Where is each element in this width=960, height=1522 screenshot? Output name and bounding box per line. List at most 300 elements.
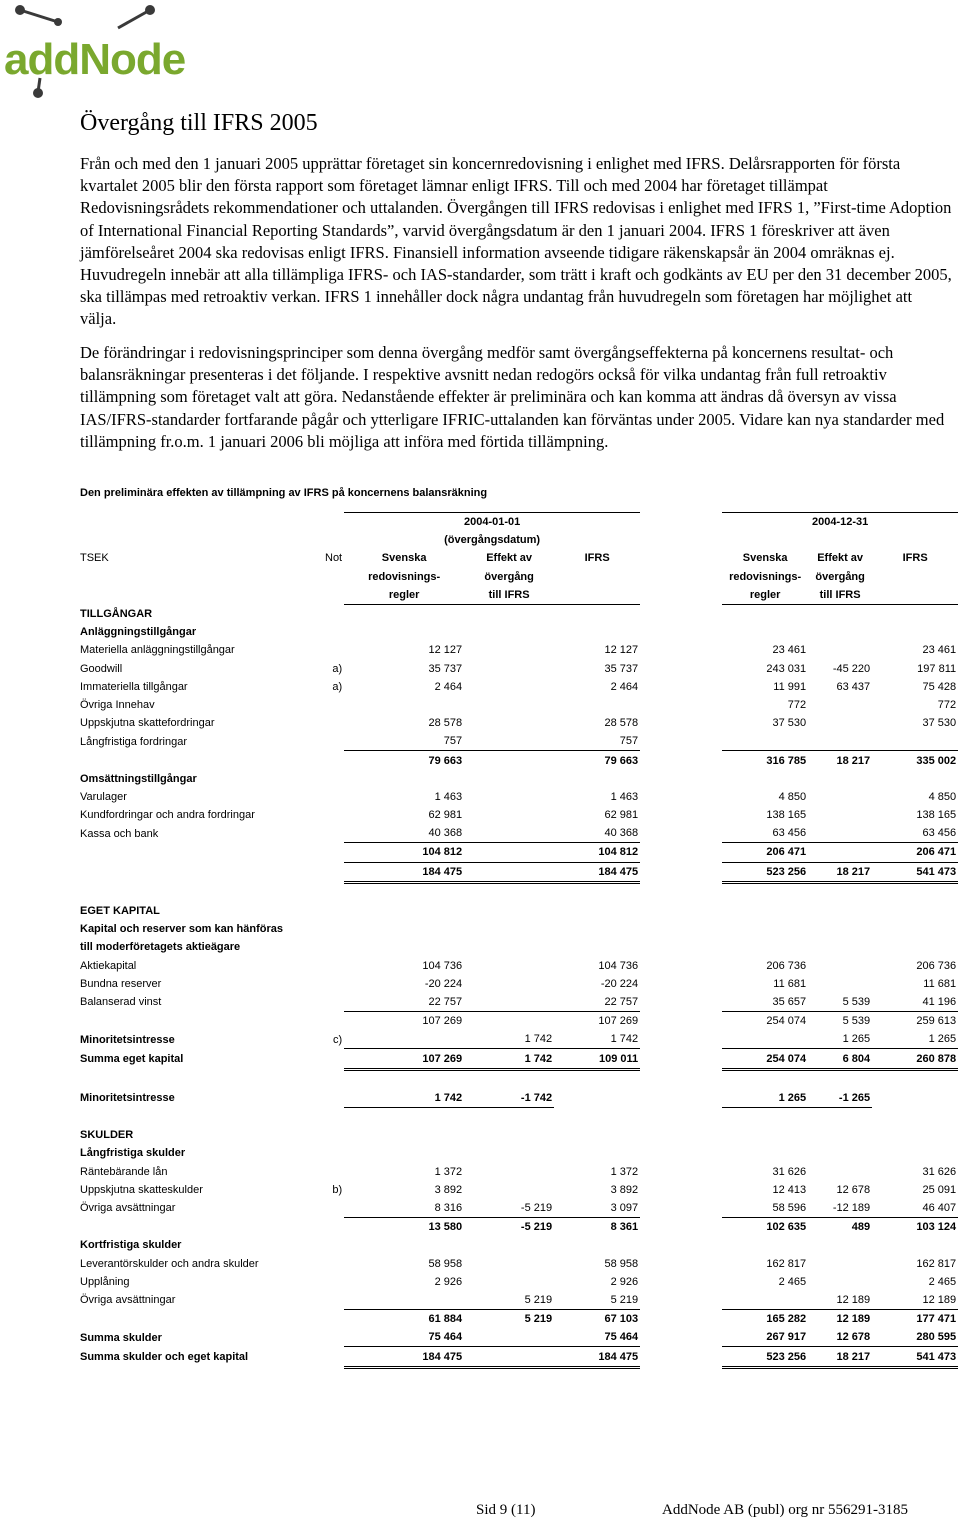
- table-cell: [78, 586, 323, 605]
- table-row: [78, 732, 958, 751]
- table-row: [78, 1255, 958, 1273]
- value-cell: 62 981: [428, 809, 463, 822]
- table-cell: [640, 1089, 722, 1108]
- table-cell: [808, 902, 872, 920]
- changes-paragraph: De förändringar i redovisningsprinciper som denna övergång medför samt övergångseffekterna på koncernens resultat- och balansräkningar presenteras i det följande. I respektive avsnitt nedan redogörs också för vilka undantag från full retroaktiv tillämpning som företaget valt att göra. Nedanstående effekter är preliminära och kan komma att ändras då översyn av vissa IAS/IFRS-standarder fortfarande pågår och ytterligare IFRIC-uttalanden kan förväntas under 2005. Vidare kan nya standarder med tillämpning fr.o.m. 1 januari 2006 bli möjliga att införa med förtida tillämpning.: [80, 343, 945, 451]
- row-label: Varulager: [80, 790, 127, 803]
- table-cell: [640, 882, 722, 902]
- row-note: b): [332, 1183, 343, 1196]
- value-cell: 2 465: [778, 1275, 807, 1288]
- value-cell: 1 463: [434, 790, 463, 803]
- value-cell: 162 817: [766, 1257, 807, 1270]
- row-label: Övriga avsättningar: [80, 1294, 176, 1307]
- value-cell: 11 681: [923, 977, 957, 990]
- table-cell: [808, 1126, 872, 1144]
- table-row: [78, 1236, 958, 1254]
- table-cell: [640, 957, 722, 975]
- table-cell: [554, 770, 640, 788]
- table-cell: [323, 902, 344, 920]
- table-cell: [808, 1144, 872, 1162]
- table-row: [78, 568, 958, 586]
- table-cell: [722, 1108, 808, 1127]
- table-cell: [640, 1049, 722, 1069]
- table-row: [78, 531, 958, 549]
- table-cell: [554, 920, 640, 938]
- table-row: [78, 714, 958, 732]
- value-cell: [464, 788, 554, 806]
- value-cell: [464, 751, 554, 770]
- table-cell: [323, 770, 344, 788]
- table-cell: [640, 1236, 722, 1254]
- value-cell: 22 757: [554, 993, 640, 1012]
- table-cell: [554, 568, 640, 586]
- value-cell: 184 475: [344, 862, 464, 882]
- table-cell: [872, 770, 958, 788]
- value-cell: 2 464: [610, 680, 639, 693]
- row-label: Summa skulder och eget kapital: [80, 1351, 249, 1364]
- value-cell: 25 091: [922, 1183, 957, 1196]
- value-cell: 3 892: [434, 1183, 463, 1196]
- value-cell: [464, 732, 554, 751]
- value-cell: 206 471: [872, 843, 958, 862]
- value-cell: 12 127: [428, 644, 463, 657]
- table-cell: [554, 1126, 640, 1144]
- table-cell: [323, 1108, 344, 1127]
- col-header: regler: [722, 586, 808, 605]
- row-note: [323, 1012, 344, 1031]
- page-number: Sid 9 (11): [476, 1502, 536, 1518]
- value-cell: 12 189: [808, 1291, 872, 1310]
- table-row: [78, 788, 958, 806]
- value-cell: 67 103: [604, 1313, 639, 1326]
- value-cell: 5 219: [554, 1291, 640, 1310]
- table-cell: [872, 938, 958, 956]
- value-cell: -12 189: [808, 1199, 872, 1218]
- table-cell: [872, 1108, 958, 1127]
- row-label: Minoritetsintresse: [80, 1092, 175, 1105]
- table-cell: [344, 1069, 464, 1089]
- value-cell: -1 265: [808, 1089, 872, 1108]
- value-cell: 12 189: [836, 1313, 871, 1326]
- table-cell: [323, 1069, 344, 1089]
- value-cell: 1 742: [464, 1049, 554, 1069]
- table-cell: [464, 1069, 554, 1089]
- row-note: [323, 1089, 344, 1108]
- row-note: [323, 751, 344, 770]
- value-cell: 1 372: [434, 1165, 463, 1178]
- table-cell: [722, 920, 808, 938]
- value-cell: 197 811: [917, 662, 957, 675]
- row-note: [323, 1273, 344, 1291]
- row-note: a): [332, 680, 343, 693]
- col-header: Effekt av: [817, 552, 864, 565]
- value-cell: 18 217: [808, 1347, 872, 1367]
- row-label: [78, 751, 323, 770]
- value-cell: 1 265: [872, 1030, 958, 1049]
- value-cell: [554, 696, 640, 714]
- table-row: [78, 1049, 958, 1069]
- value-cell: [808, 714, 872, 732]
- row-note: [323, 975, 344, 993]
- value-cell: 31 626: [772, 1165, 807, 1178]
- value-cell: [808, 732, 872, 751]
- table-cell: [640, 938, 722, 956]
- value-cell: 12 189: [872, 1291, 958, 1310]
- value-cell: 11 991: [773, 680, 807, 693]
- table-cell: [464, 920, 554, 938]
- value-cell: [808, 1273, 872, 1291]
- value-cell: 4 850: [928, 790, 957, 803]
- table-cell: [808, 938, 872, 956]
- col-header: regler: [344, 586, 464, 605]
- table-cell: [554, 938, 640, 956]
- row-label: Balanserad vinst: [80, 996, 162, 1009]
- table-cell: [872, 604, 958, 623]
- value-cell: 1 372: [610, 1165, 639, 1178]
- value-cell: 1 463: [610, 790, 639, 803]
- value-cell: -45 220: [832, 662, 871, 675]
- value-cell: 757: [344, 732, 464, 751]
- value-cell: 75 464: [554, 1328, 640, 1347]
- table-cell: [464, 1236, 554, 1254]
- row-label: Räntebärande lån: [80, 1165, 168, 1178]
- table-cell: [872, 902, 958, 920]
- value-cell: 58 596: [722, 1199, 808, 1218]
- table-row: [78, 1069, 958, 1089]
- table-cell: [872, 920, 958, 938]
- table-row: [78, 920, 958, 938]
- value-cell: [464, 1347, 554, 1367]
- value-cell: [464, 1273, 554, 1291]
- row-label: [78, 1310, 323, 1329]
- table-cell: [554, 623, 640, 641]
- table-cell: [722, 1069, 808, 1089]
- row-note: [323, 1218, 344, 1237]
- value-cell: 40 368: [344, 824, 464, 843]
- table-row: [78, 604, 958, 623]
- value-cell: 31 626: [922, 1165, 957, 1178]
- table-cell: [640, 513, 722, 532]
- table-cell: [640, 568, 722, 586]
- row-note: [323, 641, 344, 659]
- table-cell: [344, 1108, 464, 1127]
- table-row: [78, 1144, 958, 1162]
- col-header: övergång: [484, 570, 534, 583]
- value-cell: [464, 660, 554, 678]
- table-cell: [554, 1144, 640, 1162]
- table-row: [78, 623, 958, 641]
- table-row: [78, 1310, 958, 1329]
- value-cell: 2 926: [610, 1275, 639, 1288]
- row-note: [323, 806, 344, 824]
- table-cell: [722, 1126, 808, 1144]
- table-cell: [554, 882, 640, 902]
- table-row: [78, 975, 958, 993]
- table-row: [78, 806, 958, 824]
- table-cell: [640, 788, 722, 806]
- value-cell: 1 265: [808, 1030, 872, 1049]
- row-note: [323, 732, 344, 751]
- row-label: Långfristiga fordringar: [80, 735, 188, 748]
- value-cell: [464, 1255, 554, 1273]
- value-cell: 2 465: [928, 1275, 957, 1288]
- value-cell: 206 736: [916, 959, 957, 972]
- table-cell: [722, 531, 958, 549]
- table-cell: [323, 1144, 344, 1162]
- row-note: [323, 993, 344, 1012]
- col-header: övergång: [815, 570, 865, 583]
- table-cell: [344, 604, 464, 623]
- value-cell: 109 011: [554, 1049, 640, 1069]
- row-note: [323, 843, 344, 862]
- table-cell: [722, 1236, 808, 1254]
- table-cell: [808, 1236, 872, 1254]
- value-cell: 267 917: [722, 1328, 808, 1347]
- table-cell: [344, 1126, 464, 1144]
- value-cell: 75 464: [344, 1328, 464, 1347]
- table-cell: [872, 1069, 958, 1089]
- value-cell: 63 456: [722, 824, 808, 843]
- section-label: Kapital och reserver som kan hänföras: [80, 923, 283, 936]
- value-cell: 523 256: [722, 862, 808, 882]
- table-row: [78, 1163, 958, 1181]
- table-cell: [640, 604, 722, 623]
- row-label: Summa eget kapital: [80, 1053, 184, 1066]
- table-cell: [640, 1144, 722, 1162]
- table-row: [78, 862, 958, 882]
- section-label: TILLGÅNGAR: [80, 607, 153, 620]
- period1-header: 2004-01-01: [344, 513, 640, 532]
- value-cell: 23 461: [922, 644, 957, 657]
- table-cell: [640, 1012, 722, 1031]
- row-label: Övriga avsättningar: [80, 1202, 176, 1215]
- intro-paragraph: Från och med den 1 januari 2005 upprättar företaget sin koncernredovisning i enlighet med IFRS. Delårsrapporten för första kvartalet 2005 blir den första rapport som företaget lämnar enligt IFRS. Till och med 2004 har företaget tillämpat Redovisningsrådets rekommendationer och uttalanden. Övergången till IFRS redovisas i enlighet med IFRS 1, ”First-time Adoption of International Financial Reporting Standards”, varvid övergångsdatum är den 1 januari 2004. IFRS 1 föreskriver att även jämförelseåret 2004 ska redovisas enligt IFRS. Finansiell information avseende tidigare räkenskapsår än 2004 omräknas ej. Huvudregeln innebär att alla tillämpliga IFRS- och IAS-standarder, som trätt i kraft och godkänts av EU per den 31 december 2005, ska tillämpas med retroaktiv verkan. IFRS 1 innehåller dock några undantag från huvudregeln som företagen har möjlighet att välja.: [80, 154, 952, 329]
- row-note: [323, 1049, 344, 1069]
- row-note: [323, 714, 344, 732]
- value-cell: 103 124: [916, 1221, 957, 1234]
- value-cell: [808, 824, 872, 843]
- table-cell: [640, 1328, 722, 1347]
- value-cell: [808, 957, 872, 975]
- col-header: Effekt av: [486, 552, 533, 565]
- table-cell: [344, 1236, 464, 1254]
- value-cell: [808, 641, 872, 659]
- section-label: SKULDER: [80, 1129, 134, 1142]
- page-title: Övergång till IFRS 2005: [80, 110, 318, 136]
- table-cell: [872, 568, 958, 586]
- table-cell: [344, 920, 464, 938]
- table-cell: [872, 623, 958, 641]
- value-cell: 5 219: [464, 1291, 554, 1310]
- value-cell: 1 265: [722, 1089, 808, 1108]
- table-cell: [722, 1144, 808, 1162]
- col-header: IFRS: [584, 552, 610, 565]
- table-cell: [640, 843, 722, 862]
- value-cell: 28 578: [604, 717, 639, 730]
- value-cell: [464, 641, 554, 659]
- value-cell: 37 530: [772, 717, 807, 730]
- table-row: [78, 641, 958, 659]
- table-cell: [640, 641, 722, 659]
- value-cell: -5 219: [520, 1221, 553, 1234]
- value-cell: 107 269: [598, 1015, 639, 1028]
- value-cell: 184 475: [554, 1347, 640, 1367]
- value-cell: [464, 1163, 554, 1181]
- value-cell: [808, 1163, 872, 1181]
- table-row: [78, 1218, 958, 1237]
- table-cell: [344, 902, 464, 920]
- table-cell: [722, 882, 808, 902]
- col-header: redovisnings-: [729, 570, 802, 583]
- table-cell: [640, 806, 722, 824]
- value-cell: 12 678: [808, 1328, 872, 1347]
- value-cell: [808, 696, 872, 714]
- table-cell: [464, 938, 554, 956]
- value-cell: 63 437: [836, 680, 871, 693]
- value-cell: 1 742: [464, 1030, 554, 1049]
- value-cell: [464, 862, 554, 882]
- col-header: redovisnings-: [368, 570, 441, 583]
- row-note: a): [332, 662, 343, 675]
- table-row: [78, 1199, 958, 1218]
- row-note: [323, 862, 344, 882]
- value-cell: [344, 1291, 464, 1310]
- table-row: [78, 993, 958, 1012]
- table-row: [78, 1328, 958, 1347]
- row-note: [323, 788, 344, 806]
- table-cell: [808, 882, 872, 902]
- value-cell: 259 613: [916, 1015, 957, 1028]
- row-label: Bundna reserver: [80, 977, 162, 990]
- value-cell: [464, 843, 554, 862]
- row-note: [323, 1347, 344, 1367]
- table-row: [78, 549, 958, 567]
- table-cell: [808, 623, 872, 641]
- value-cell: [464, 714, 554, 732]
- row-label: Leverantörskulder och andra skulder: [80, 1257, 259, 1270]
- table-row: [78, 1181, 958, 1199]
- row-label: Immateriella tillgångar: [80, 680, 188, 693]
- table-row: [78, 513, 958, 532]
- table-cell: [640, 696, 722, 714]
- value-cell: 165 282: [766, 1313, 807, 1326]
- table-cell: [808, 920, 872, 938]
- row-label: Materiella anläggningstillgångar: [80, 644, 235, 657]
- value-cell: 13 580: [428, 1221, 463, 1234]
- value-cell: [872, 1089, 958, 1108]
- table-row: [78, 1108, 958, 1127]
- value-cell: 46 407: [872, 1199, 958, 1218]
- tsek-header: TSEK: [80, 552, 109, 565]
- section-label: EGET KAPITAL: [80, 905, 160, 918]
- value-cell: 489: [851, 1221, 871, 1234]
- table-cell: [640, 993, 722, 1012]
- row-note: [323, 1291, 344, 1310]
- table-cell: [344, 1144, 464, 1162]
- table-cell: [323, 513, 344, 532]
- value-cell: 58 958: [428, 1257, 463, 1270]
- table-row: [78, 660, 958, 678]
- table-cell: [464, 1108, 554, 1127]
- table-cell: [640, 678, 722, 696]
- value-cell: [872, 732, 958, 751]
- value-cell: 6 804: [808, 1049, 872, 1069]
- value-cell: [808, 1255, 872, 1273]
- value-cell: 138 165: [916, 809, 957, 822]
- table-cell: [872, 1126, 958, 1144]
- table-cell: [78, 568, 323, 586]
- value-cell: [344, 696, 464, 714]
- value-cell: [808, 843, 872, 862]
- section-label: Anläggningstillgångar: [80, 626, 197, 639]
- value-cell: 61 884: [428, 1313, 463, 1326]
- table-cell: [640, 1069, 722, 1089]
- table-cell: [323, 531, 344, 549]
- value-cell: 40 368: [554, 824, 640, 843]
- value-cell: 260 878: [872, 1049, 958, 1069]
- value-cell: 107 269: [422, 1015, 463, 1028]
- table-cell: [640, 531, 722, 549]
- value-cell: [722, 1030, 808, 1049]
- period1-subheader: (övergångsdatum): [444, 534, 541, 547]
- value-cell: 104 812: [554, 843, 640, 862]
- table-row: [78, 678, 958, 696]
- value-cell: 12 127: [604, 644, 639, 657]
- value-cell: -20 224: [600, 977, 639, 990]
- value-cell: 4 850: [778, 790, 807, 803]
- addnode-logo: [0, 0, 190, 100]
- value-cell: [464, 824, 554, 843]
- table-cell: [640, 1030, 722, 1049]
- value-cell: 102 635: [766, 1221, 807, 1234]
- table-cell: [640, 1310, 722, 1329]
- value-cell: 12 413: [772, 1183, 807, 1196]
- table-cell: [722, 604, 808, 623]
- table-row: [78, 1273, 958, 1291]
- row-label: Övriga Innehav: [80, 698, 155, 711]
- table-row: [78, 1012, 958, 1031]
- value-cell: 757: [554, 732, 640, 751]
- row-label: Upplåning: [80, 1275, 130, 1288]
- value-cell: 8 316: [344, 1199, 464, 1218]
- value-cell: 2 464: [434, 680, 463, 693]
- table-row: [78, 938, 958, 956]
- value-cell: 75 428: [922, 680, 957, 693]
- table-cell: [640, 920, 722, 938]
- row-label: Summa skulder: [80, 1331, 162, 1344]
- table-row: [78, 1030, 958, 1049]
- value-cell: [464, 806, 554, 824]
- table-row: [78, 1126, 958, 1144]
- table-cell: [554, 604, 640, 623]
- col-header: IFRS: [902, 552, 928, 565]
- value-cell: -20 224: [424, 977, 463, 990]
- value-cell: [464, 993, 554, 1012]
- company-info: AddNode AB (publ) org nr 556291-3185: [662, 1502, 908, 1518]
- value-cell: 177 471: [916, 1313, 957, 1326]
- row-label: [78, 1218, 323, 1237]
- table-cell: [464, 882, 554, 902]
- row-label: Aktiekapital: [80, 959, 137, 972]
- table-cell: [640, 1255, 722, 1273]
- period2-header: 2004-12-31: [722, 513, 958, 532]
- value-cell: 79 663: [428, 754, 463, 767]
- value-cell: 79 663: [604, 754, 639, 767]
- table-cell: [554, 1236, 640, 1254]
- table-cell: [554, 586, 640, 605]
- table-cell: [640, 1347, 722, 1367]
- value-cell: 18 217: [836, 754, 871, 767]
